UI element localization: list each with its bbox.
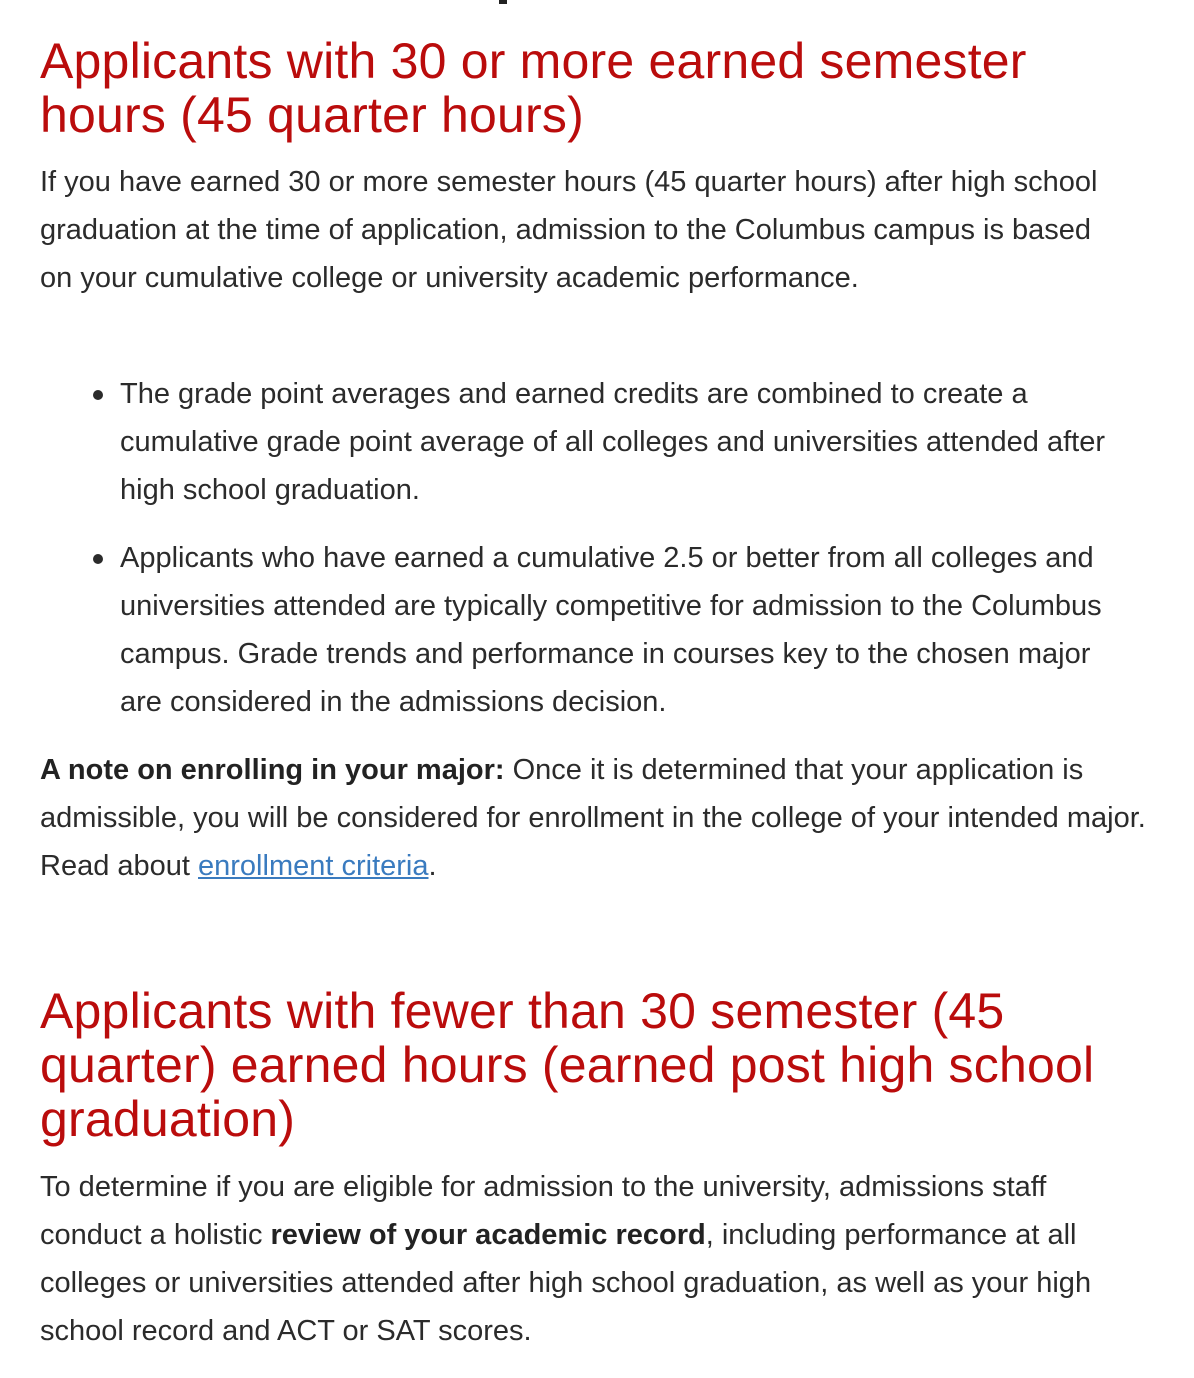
section-intro-30-plus-hours: If you have earned 30 or more semester hours (45 quarter hours) after high school graduation at the time of application, admission to the Columbus campus is based on your cumulative college or university academic performance.: [40, 166, 1098, 294]
section-heading-fewer-than-30-hours: Applicants with fewer than 30 semester (45 quarter) earned hours (earned post high school graduation): [40, 983, 1095, 1147]
bullet-icon: [93, 554, 103, 564]
section-intro-fewer-than-30-hours: [40, 1163, 1150, 1355]
clipped-heading-fragment: [499, 0, 507, 4]
enrollment-criteria-link[interactable]: enrollment criteria: [198, 850, 429, 882]
list-item: [120, 370, 1140, 514]
eligibility-text-start: To determine if you are eligible for admission to the university, admissions staff conduct a holistic: [40, 1171, 1047, 1251]
list-item-text: Applicants who have earned a cumulative 2.5 or better from all colleges and universities attended are typically competitive for admission to the Columbus campus. Grade trends and performance in courses key to the chosen major are considered in the admissions decision.: [120, 542, 1102, 718]
note-label: A note on enrolling in your major:: [40, 754, 505, 786]
criteria-list: [40, 370, 1194, 726]
note-period: .: [428, 850, 437, 882]
list-item: [120, 534, 1140, 726]
note-text: Once it is determined that your application is admissible, you will be considered for enrollment in the college of your intended major. Read about: [40, 754, 1146, 882]
eligibility-text-end: , including performance at all colleges or universities attended after high school graduation, as well as your high school record and ACT or SAT scores.: [40, 1219, 1092, 1347]
list-item-text: The grade point averages and earned credits are combined to create a cumulative grade point average of all colleges and universities attended after high school graduation.: [120, 378, 1105, 506]
enrollment-note: [40, 746, 1154, 890]
bullet-icon: [93, 390, 103, 400]
eligibility-text-bold: review of your academic record: [270, 1219, 706, 1251]
section-heading-30-plus-hours: Applicants with 30 or more earned semester hours (45 quarter hours): [40, 33, 1027, 143]
